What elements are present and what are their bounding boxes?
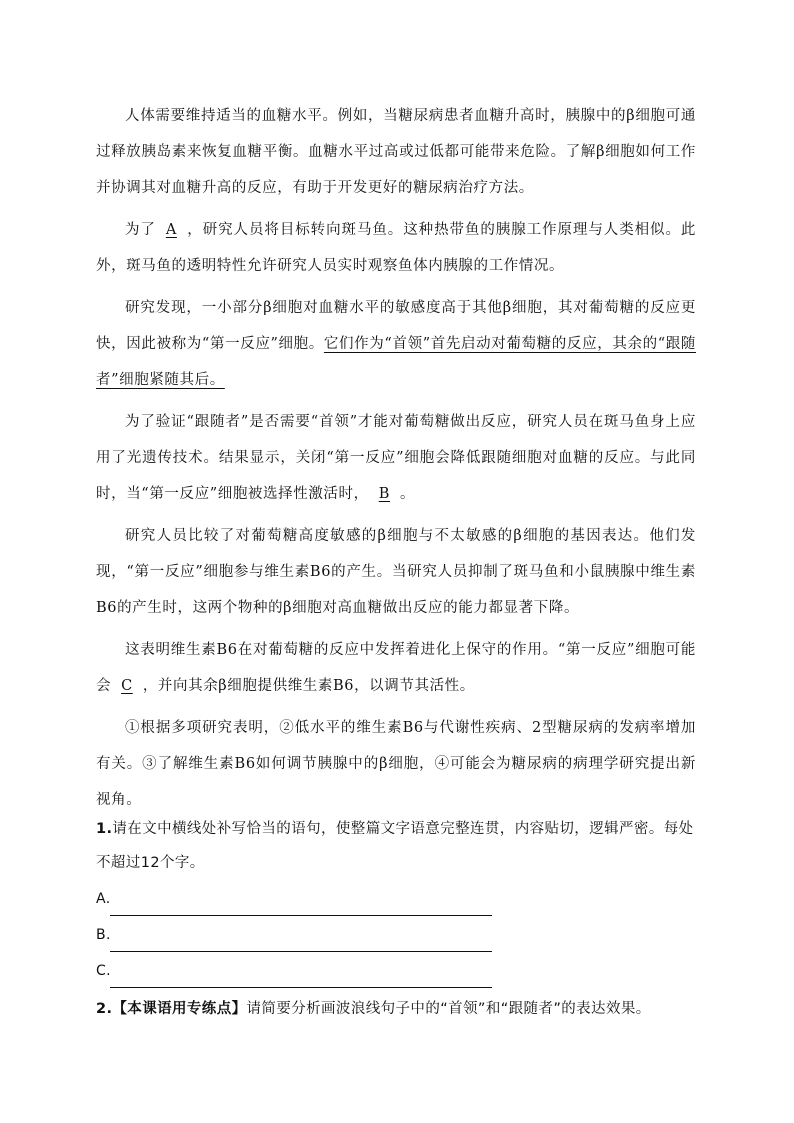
paragraph-4-after: 。 — [400, 486, 416, 502]
question-section — [96, 812, 696, 1026]
question-1-text: 请在文中横线处补写恰当的语句，使整篇文字语意完整连贯，内容贴切，逻辑严密。每处不超过12个字。 — [96, 821, 694, 871]
reading-passage — [96, 98, 696, 824]
answer-blank-a[interactable] — [110, 893, 492, 916]
paragraph-5: 研究人员比较了对葡萄糖高度敏感的β细胞与不太敏感的β细胞的基因表达。他们发现，“第一反应”细胞参与维生素B6的产生。当研究人员抑制了斑马鱼和小鼠胰腺中维生素B6的产生时，这两个物种的β细胞对高血糖做出反应的能力都显著下降。 — [96, 528, 696, 616]
paragraph-6-after: ，并向其余β细胞提供维生素B6，以调节其活性。 — [142, 678, 475, 694]
wavy-underlined-sentence: 它们作为“首领”首先启动对葡萄糖的反应，其余的“跟随者”细胞紧随其后。 — [96, 336, 696, 388]
paragraph-4-before: 为了验证“跟随者”是否需要“首领”才能对葡萄糖做出反应，研究人员在斑马鱼身上应用了光遗传技术。结果显示，关闭“第一反应”细胞会降低跟随细胞对血糖的反应。与此同时，当“第一反应”细胞被选择性激活时， — [96, 414, 696, 502]
question-2-number: 2. — [96, 1001, 113, 1017]
paragraph-6-before: 这表明维生素B6在对葡萄糖的反应中发挥着进化上保守的作用。“第一反应”细胞可能会 — [96, 642, 696, 694]
paragraph-3 — [96, 290, 696, 398]
answer-blank-b[interactable] — [110, 929, 492, 952]
paragraph-2-after: ，研究人员将目标转向斑马鱼。这种热带鱼的胰腺工作原理与人类相似。此外，斑马鱼的透明特性允许研究人员实时观察鱼体内胰腺的工作情况。 — [96, 222, 697, 274]
paragraph-1: 人体需要维持适当的血糖水平。例如，当糖尿病患者血糖升高时，胰腺中的β细胞可通过释放胰岛素来恢复血糖平衡。血糖水平过高或过低都可能带来危险。了解β细胞如何工作并协调其对血糖升高的反应，有助于开发更好的糖尿病治疗方法。 — [96, 108, 696, 196]
paragraph-2 — [96, 212, 696, 284]
blank-b: B — [378, 486, 390, 502]
answer-blank-c[interactable] — [110, 965, 492, 988]
blank-a: A — [165, 222, 177, 238]
blank-c: C — [121, 678, 133, 694]
answer-line-c — [96, 952, 696, 988]
question-2-tag: 【本课语用专练点】 — [112, 1001, 247, 1017]
question-1-number: 1. — [96, 821, 113, 837]
paragraph-4 — [96, 404, 696, 512]
question-2 — [96, 992, 696, 1026]
paragraph-2-before: 为了 — [125, 222, 156, 238]
answer-label-b: B. — [96, 927, 111, 943]
answer-line-b — [96, 916, 696, 952]
paragraph-7: ①根据多项研究表明，②低水平的维生素B6与代谢性疾病、2型糖尿病的发病率增加有关。③了解维生素B6如何调节胰腺中的β细胞，④可能会为糖尿病的病理学研究提出新视角。 — [96, 720, 696, 808]
answer-line-a — [96, 880, 696, 916]
paragraph-3-plain: 研究发现，一小部分β细胞对血糖水平的敏感度高于其他β细胞，其对葡萄糖的反应更快，因此被称为“第一反应”细胞。 — [96, 300, 696, 352]
answer-label-c: C. — [96, 963, 112, 979]
question-2-text: 请简要分析画波浪线句子中的“首领”和“跟随者”的表达效果。 — [246, 1001, 651, 1017]
question-1 — [96, 812, 696, 880]
paragraph-6 — [96, 632, 696, 704]
answer-label-a: A. — [96, 891, 111, 907]
